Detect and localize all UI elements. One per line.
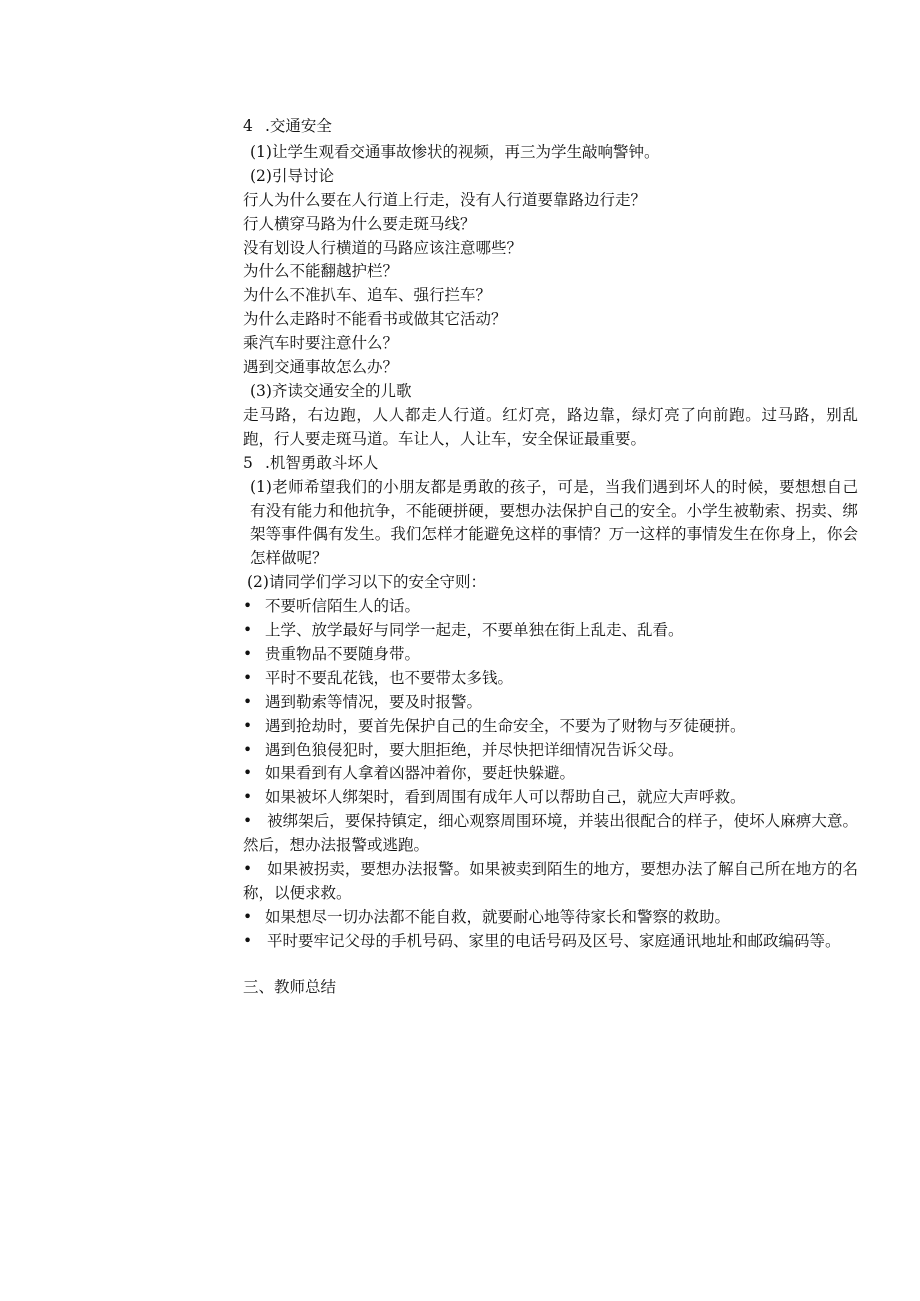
- list-item: [243, 762, 858, 786]
- rule-text: 不要听信陌生人的话。: [265, 597, 421, 616]
- bullet-icon: •: [243, 597, 253, 616]
- question-item: 行人为什么要在人行道上行走，没有人行道要靠路边行走？: [243, 190, 647, 209]
- list-item: [243, 643, 858, 667]
- question-item: 为什么不能翻越护栏？: [243, 262, 399, 281]
- bullet-icon: •: [243, 692, 253, 711]
- bullet-icon: •: [243, 621, 253, 640]
- section-3-heading: 三、教师总结: [243, 977, 337, 996]
- list-item: [243, 786, 858, 810]
- section-5-item-1: (1)老师希望我们的小朋友都是勇敢的孩子，可是，当我们遇到坏人的时候，要想想自己有没有能力和他抗争，不能硬拼硬，要想办法保护自己的安全。小学生被勒索、拐卖、绑架等事件偶有发生。我们怎样才能避免这样的事情？万一这样的事情发生在你身上，你会怎样做呢？: [250, 477, 858, 568]
- bullet-icon: •: [243, 764, 253, 783]
- traffic-safety-song: 走马路，右边跑，人人都走人行道。红灯亮，路边靠，绿灯亮了向前跑。过马路，别乱跑，行人要走斑马道。车让人，人让车，安全保证最重要。: [243, 405, 858, 448]
- document-body: [243, 115, 858, 1000]
- question-item: 行人横穿马路为什么要走斑马线？: [243, 214, 476, 233]
- section-4-item-3: (3)齐读交通安全的儿歌: [250, 381, 412, 400]
- question-item: 遇到交通事故怎么办？: [243, 358, 399, 377]
- list-item: [243, 715, 858, 739]
- bullet-icon: •: [243, 812, 253, 831]
- rule-text: 如果想尽一切办法都不能自救，就要耐心地等待家长和警察的救助。: [265, 907, 731, 926]
- section-4-heading: [243, 115, 858, 139]
- list-item: [243, 691, 858, 715]
- rule-text: 如果看到有人拿着凶器冲着你，要赶快躲避。: [265, 764, 576, 783]
- list-item: [243, 858, 858, 906]
- rule-text: 被绑架后，要保持镇定，细心观察周围环境，并装出很配合的样子，使坏人麻痹大意。然后，想办法报警或逃跑。: [243, 812, 858, 855]
- bullet-icon: •: [243, 788, 253, 807]
- rule-text: 遇到色狼侵犯时，要大胆拒绝，并尽快把详细情况告诉父母。: [265, 740, 684, 759]
- section-4-title: .交通安全: [265, 117, 332, 135]
- bullet-icon: •: [243, 740, 253, 759]
- section-4-number: 4: [243, 117, 253, 135]
- safety-rules-list: [243, 595, 858, 954]
- bullet-icon: •: [243, 860, 253, 879]
- rule-text: 平时不要乱花钱，也不要带太多钱。: [265, 668, 514, 687]
- bullet-icon: •: [243, 716, 253, 735]
- list-item: [243, 739, 858, 763]
- bullet-icon: •: [243, 668, 253, 687]
- question-item: 为什么走路时不能看书或做其它活动？: [243, 310, 507, 329]
- section-5-number: 5: [243, 453, 253, 472]
- section-4-item-2: (2)引导讨论: [250, 166, 334, 185]
- section-4-item-1: (1)让学生观看交通事故惨状的视频，再三为学生敲响警钟。: [250, 142, 660, 161]
- bullet-icon: •: [243, 907, 253, 926]
- rule-text: 平时要牢记父母的手机号码、家里的电话号码及区号、家庭通讯地址和邮政编码等。: [266, 931, 841, 950]
- question-item: 没有划设人行横道的马路应该注意哪些？: [243, 238, 523, 257]
- list-item: [243, 667, 858, 691]
- section-5-heading: [243, 452, 858, 476]
- section-5-title: .机智勇敢斗坏人: [265, 453, 379, 472]
- list-item: [243, 930, 858, 954]
- list-item: [243, 619, 858, 643]
- rule-text: 上学、放学最好与同学一起走，不要单独在街上乱走、乱看。: [265, 621, 684, 640]
- list-item: [243, 906, 858, 930]
- list-item: [243, 595, 858, 619]
- question-item: 乘汽车时要注意什么？: [243, 334, 399, 353]
- rule-text: 遇到勒索等情况，要及时报警。: [265, 692, 483, 711]
- rule-text: 贵重物品不要随身带。: [265, 644, 421, 663]
- rule-text: 如果被拐卖，要想办法报警。如果被卖到陌生的地方，要想办法了解自己所在地方的名称，以便求救。: [243, 860, 858, 902]
- bullet-icon: •: [243, 644, 253, 663]
- discussion-questions: [243, 189, 858, 380]
- section-5-item-2: (2)请同学们学习以下的安全守则：: [247, 573, 486, 592]
- bullet-icon: •: [243, 931, 253, 950]
- rule-text: 如果被坏人绑架时，看到周围有成年人可以帮助自己，就应大声呼救。: [265, 788, 746, 807]
- list-item: [243, 810, 858, 858]
- question-item: 为什么不准扒车、追车、强行拦车？: [243, 286, 492, 305]
- rule-text: 遇到抢劫时，要首先保护自己的生命安全，不要为了财物与歹徒硬拼。: [265, 716, 746, 735]
